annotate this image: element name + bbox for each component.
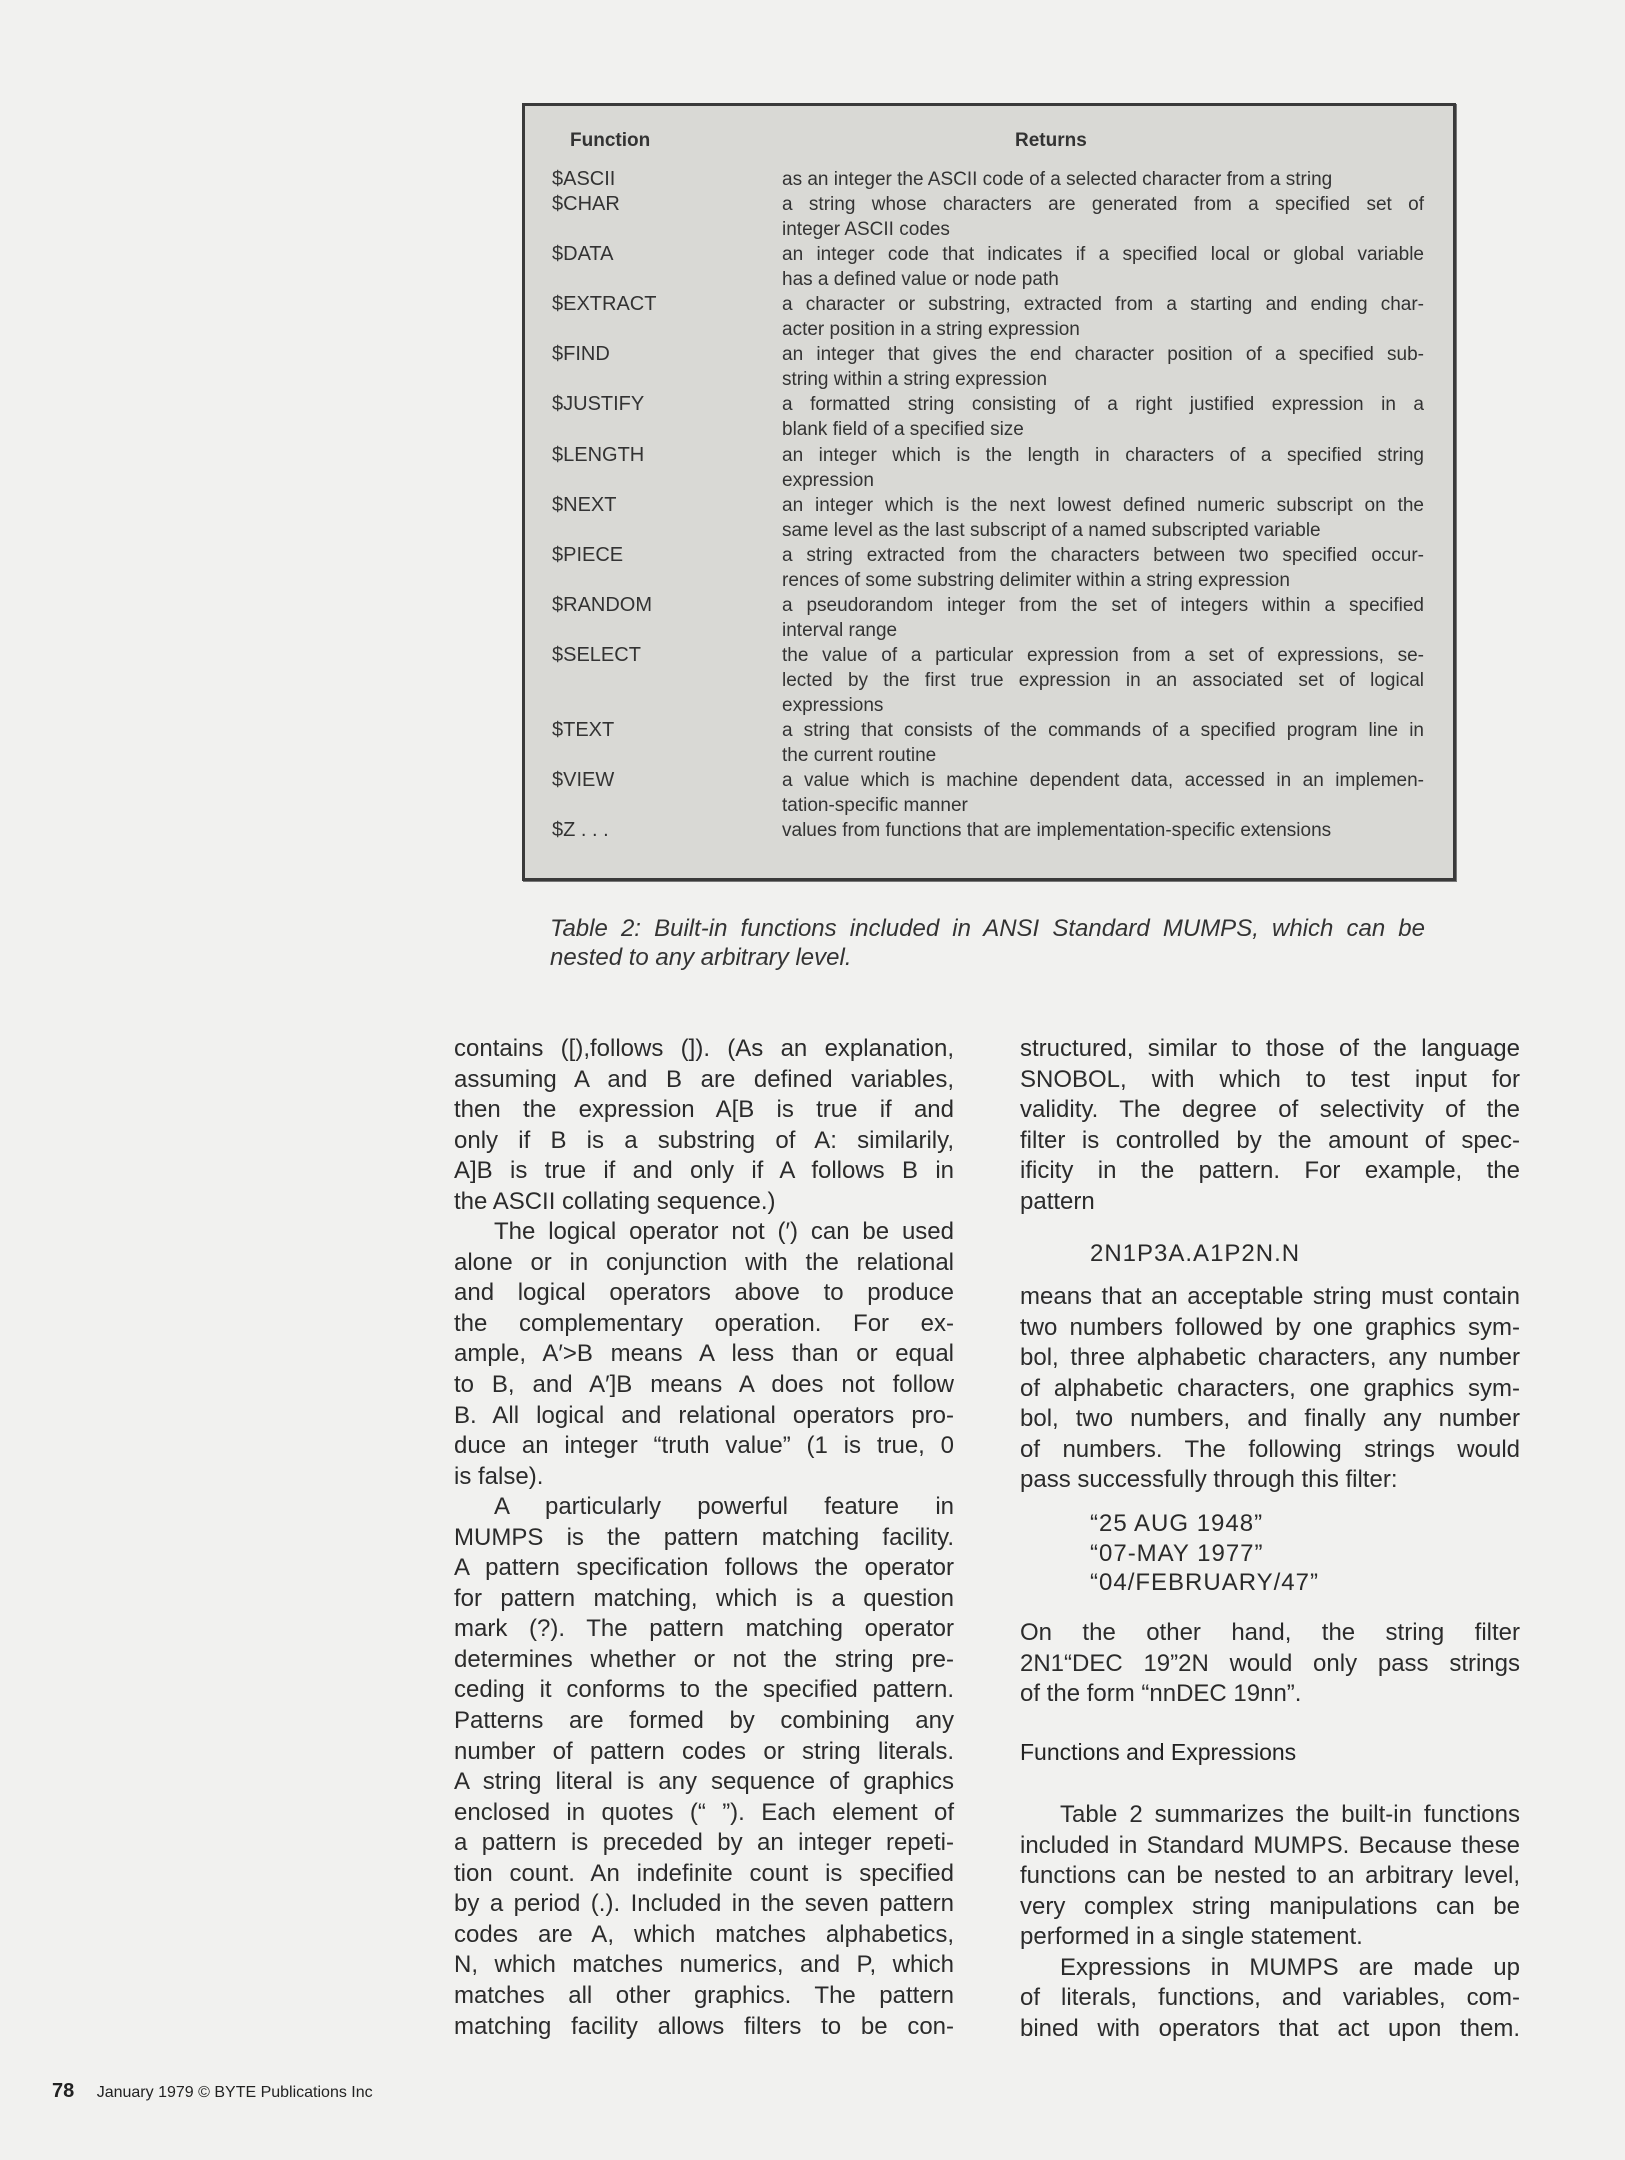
text-line: of the form “nnDEC 19nn”. (1020, 1680, 1302, 1708)
function-returns (782, 643, 1424, 718)
function-returns (782, 242, 1424, 292)
text-line: The logical operator not (′) can be used (494, 1218, 954, 1246)
text-line: SNOBOL, with which to test input for (1020, 1065, 1520, 1093)
text-line: mark (?). The pattern matching operator (454, 1615, 954, 1643)
table-row (552, 768, 1424, 818)
text-line: a pattern is preceded by an integer repeti- (454, 1829, 954, 1857)
text-line: and logical operators above to produce (454, 1279, 954, 1307)
function-name: $FIND (552, 343, 610, 366)
caption-line: nested to any arbitrary level. (550, 944, 852, 971)
returns-line: the current routine (782, 745, 937, 767)
right-paragraph-4 (1020, 1800, 1520, 2044)
text-line: A particularly powerful feature in (494, 1493, 954, 1521)
returns-line: same level as the last subscript of a named subscripted variable (782, 519, 1321, 541)
returns-line: the value of a particular expression from a set of expressions, se- (782, 644, 1424, 666)
table-row (552, 242, 1424, 292)
header-function: Function (570, 130, 651, 151)
page-number: 78 (52, 2080, 75, 2102)
table-row (552, 593, 1424, 643)
returns-line: an integer which is the next lowest defined numeric subscript on the (782, 494, 1424, 516)
function-returns (782, 718, 1424, 768)
text-line: ample, A′>B means A less than or equal (454, 1340, 954, 1368)
text-line: very complex string manipulations can be (1020, 1892, 1520, 1920)
returns-line: interval range (782, 619, 898, 641)
text-line: performed in a single statement. (1020, 1923, 1363, 1951)
right-paragraph-1 (1020, 1034, 1520, 1217)
function-returns (782, 768, 1424, 818)
text-line: bined with operators that act upon them. (1020, 2014, 1520, 2042)
right-paragraph-3 (1020, 1618, 1520, 1710)
function-name: $EXTRACT (552, 293, 657, 316)
returns-line: a formatted string consisting of a right justified expression in a (782, 394, 1424, 416)
text-line: included in Standard MUMPS. Because these (1020, 1831, 1520, 1859)
example-string: “04/FEBRUARY/47” (1090, 1569, 1319, 1597)
table-row (552, 392, 1424, 442)
returns-line: expressions (782, 694, 884, 716)
function-name: $SELECT (552, 643, 641, 666)
text-line: Expressions in MUMPS are made up (1060, 1953, 1520, 1981)
text-line: of literals, functions, and variables, com- (1020, 1984, 1520, 2012)
text-line: duce an integer “truth value” (1 is true, 0 (454, 1432, 954, 1460)
pattern-code: 2N1P3A.A1P2N.N (1090, 1240, 1301, 1267)
returns-line: acter position in a string expression (782, 319, 1080, 341)
text-line: matches all other graphics. The pattern (454, 1981, 954, 2009)
function-returns (782, 593, 1424, 643)
text-line: then the expression A[B is true if and (454, 1096, 954, 1124)
left-column (454, 1034, 954, 2042)
section-heading: Functions and Expressions (1020, 1739, 1297, 1765)
returns-line: a pseudorandom integer from the set of integers within a specified (782, 594, 1424, 616)
table-row (552, 493, 1424, 543)
returns-line: lected by the first true expression in an associated set of logical (782, 669, 1424, 691)
returns-line: as an integer the ASCII code of a selected character from a string (782, 169, 1333, 190)
function-name: $ASCII (552, 168, 616, 190)
text-line: Patterns are formed by combining any (454, 1707, 954, 1735)
text-line: N, which matches numerics, and P, which (454, 1951, 954, 1979)
text-line: structured, similar to those of the language (1020, 1035, 1520, 1062)
text-line: alone or in conjunction with the relational (454, 1248, 954, 1276)
text-line: for pattern matching, which is a question (454, 1584, 954, 1612)
function-name: $TEXT (552, 719, 615, 742)
page-footer (52, 2080, 373, 2103)
text-line: functions can be nested to an arbitrary level, (1020, 1862, 1520, 1890)
function-returns (782, 543, 1424, 593)
returns-line: an integer that gives the end character position of a specified sub- (782, 344, 1424, 366)
text-line: filter is controlled by the amount of spec- (1020, 1126, 1520, 1154)
function-name: $RANDOM (552, 593, 653, 616)
text-line: B. All logical and relational operators pro- (454, 1401, 954, 1429)
text-line: the complementary operation. For ex- (454, 1309, 954, 1337)
returns-line: rences of some substring delimiter within a string expression (782, 569, 1290, 591)
table-row (552, 292, 1424, 342)
table-row (552, 192, 1424, 242)
text-line: On the other hand, the string filter (1020, 1619, 1520, 1646)
returns-line: a string that consists of the commands of a specified program line in (782, 720, 1424, 742)
function-returns (782, 292, 1424, 342)
text-line: MUMPS is the pattern matching facility. (454, 1523, 954, 1551)
returns-line: a value which is machine dependent data, accessed in an implemen- (782, 770, 1424, 792)
table-caption (550, 914, 1425, 972)
table-body (552, 167, 1424, 843)
text-line: only if B is a substring of A: similarily, (454, 1126, 954, 1154)
text-line: means that an acceptable string must contain (1020, 1283, 1520, 1310)
text-line: bol, two numbers, and finally any number (1020, 1405, 1520, 1433)
text-line: contains ([),follows (]). (As an explanation, (454, 1035, 954, 1062)
text-line: determines whether or not the string pre- (454, 1645, 954, 1673)
footer-credit: January 1979 © BYTE Publications Inc (96, 2084, 373, 2101)
caption-line: Table 2: Built-in functions included in ANSI Standard MUMPS, which can be (550, 915, 1425, 942)
function-name: $VIEW (552, 769, 615, 792)
text-line: is false). (454, 1462, 544, 1490)
functions-table (522, 103, 1456, 881)
text-line: A pattern specification follows the operator (454, 1554, 954, 1582)
function-name: $DATA (552, 243, 614, 266)
text-line: codes are A, which matches alphabetics, (454, 1920, 954, 1948)
returns-line: a string extracted from the characters between two specified occur- (782, 544, 1424, 566)
returns-line: values from functions that are implementation-specific extensions (782, 820, 1332, 842)
example-string: “07-MAY 1977” (1090, 1539, 1264, 1567)
text-line: tion count. An indefinite count is specified (454, 1859, 954, 1887)
function-name: $Z . . . (552, 819, 609, 842)
returns-line: tation-specific manner (782, 795, 968, 817)
table-row (552, 718, 1424, 768)
table-row (552, 443, 1424, 493)
table-row (552, 342, 1424, 392)
table-row (552, 167, 1424, 192)
text-line: Table 2 summarizes the built-in functions (1060, 1801, 1520, 1828)
text-line: to B, and A′]B means A does not follow (454, 1371, 954, 1399)
function-name: $PIECE (552, 543, 624, 566)
returns-line: expression (782, 469, 874, 491)
returns-line: a string whose characters are generated from a specified set of (782, 194, 1424, 216)
table-row (552, 643, 1424, 718)
returns-line: blank field of a specified size (782, 419, 1024, 441)
text-line: assuming A and B are defined variables, (454, 1065, 954, 1093)
table-row (552, 543, 1424, 593)
text-line: of alphabetic characters, one graphics sym- (1020, 1374, 1520, 1402)
text-line: ceding it conforms to the specified pattern. (454, 1676, 954, 1704)
returns-line: a character or substring, extracted from a starting and ending char- (782, 294, 1424, 316)
function-returns (782, 342, 1424, 392)
text-line: A]B is true if and only if A follows B in (454, 1157, 954, 1185)
text-line: two numbers followed by one graphics sym- (1020, 1313, 1520, 1341)
function-returns (782, 167, 1424, 192)
function-returns (782, 192, 1424, 242)
returns-line: string within a string expression (782, 369, 1048, 391)
header-returns: Returns (1015, 130, 1087, 151)
function-name: $JUSTIFY (552, 393, 645, 416)
function-name: $LENGTH (552, 443, 645, 466)
text-line: bol, three alphabetic characters, any number (1020, 1344, 1520, 1372)
text-line: matching facility allows filters to be con- (454, 2012, 954, 2040)
example-strings (1090, 1509, 1319, 1598)
function-returns (782, 443, 1424, 493)
function-name: $CHAR (552, 193, 620, 216)
right-paragraph-2 (1020, 1282, 1520, 1496)
text-line: validity. The degree of selectivity of the (1020, 1096, 1520, 1124)
function-returns (782, 392, 1424, 442)
text-line: pass successfully through this filter: (1020, 1466, 1398, 1494)
text-line: the ASCII collating sequence.) (454, 1187, 776, 1215)
example-string: “25 AUG 1948” (1090, 1510, 1264, 1537)
returns-line: has a defined value or node path (782, 269, 1059, 291)
returns-line: integer ASCII codes (782, 219, 950, 241)
text-line: of numbers. The following strings would (1020, 1435, 1520, 1463)
text-line: number of pattern codes or string literals. (454, 1737, 954, 1765)
text-line: 2N1“DEC 19”2N would only pass strings (1020, 1649, 1520, 1677)
function-returns (782, 493, 1424, 543)
text-line: A string literal is any sequence of graphics (454, 1768, 954, 1796)
text-line: ificity in the pattern. For example, the (1020, 1157, 1520, 1185)
pattern-example (1090, 1239, 1300, 1269)
text-line: by a period (.). Included in the seven pattern (454, 1890, 954, 1918)
table-row (552, 818, 1424, 843)
returns-line: an integer code that indicates if a specified local or global variable (782, 244, 1424, 266)
returns-line: an integer which is the length in characters of a specified string (782, 444, 1424, 466)
text-line: enclosed in quotes (“ ”). Each element of (454, 1798, 954, 1826)
function-returns (782, 818, 1424, 843)
text-line: pattern (1020, 1187, 1095, 1215)
function-name: $NEXT (552, 493, 617, 516)
